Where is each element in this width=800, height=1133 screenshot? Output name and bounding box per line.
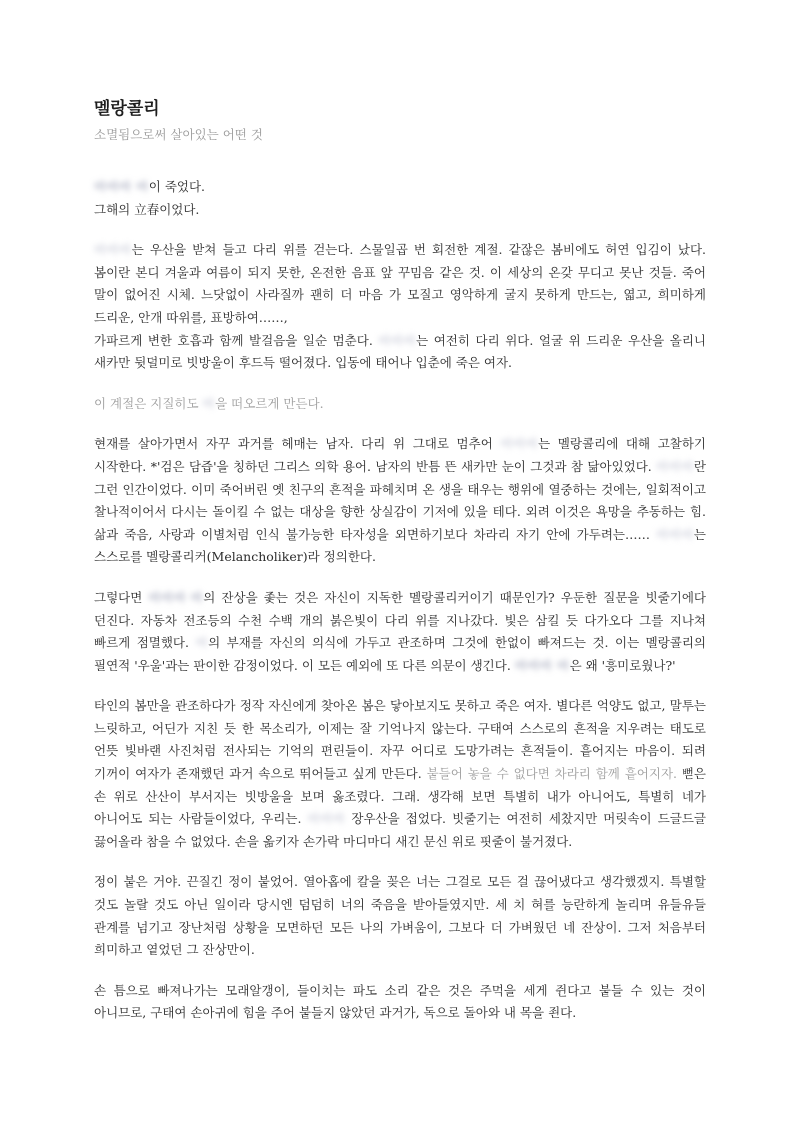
paragraph-2-text: 는 우산을 받쳐 들고 다리 위를 걷는다. 스물일곱 번 회전한 계절. 같잖은 봄비에도 허연 입김이 났다. 봄이란 본디 겨울과 여름이 되지 못한, 온전한 음표 앞 꾸밈음 같은 것. 이 세상의 온갖 무디고 못난 것들. 죽어 말이 없어진 시체. 느닷없이 사라질까 괜히 더 마음 가 모질고 영악하게 굴지 못하게 만드는, 엷고, 희미하게 드리운, 안개 따위를, 표방하여……,: [94, 242, 706, 325]
paragraph-2: [94, 239, 706, 375]
paragraph-7: 정이 붙은 거야. 끈질긴 정이 붙었어. 열아홉에 칼을 꽂은 너는 그걸로 모든 걸 끊어냈다고 생각했겠지. 특별할 것도 놀랄 것도 아닌 일이라 당시엔 덤덤히 너의 죽음을 받아들였지만. 세 치 혀를 능란하게 놀리며 유들유들 관계를 넘기고 장난처럼 상황을 모면하던 모든 나의 가벼움이, 그보다 더 가벼웠던 네 잔상이. 그저 처음부터 희미하고 옅었던 그 잔상만이.: [94, 874, 706, 958]
redacted-name: 바바바: [378, 332, 417, 348]
paragraph-1: [94, 176, 706, 221]
paragraph-6-text: 뻗은 손 위로 산산이 부서지는 빗방울을 보며 옳조렸다. 그래. 생각해 보면 특별히 내가 아니어도, 특별히 네가 아니어도 되는 사람들이었다, 우리는.: [94, 766, 706, 827]
paragraph-1-line-1: 이 죽었다.: [148, 179, 206, 194]
paragraph-3-text: 을 떠오르게 만든다.: [215, 395, 324, 411]
paragraph-5-text: 그렇다면: [94, 589, 149, 605]
paragraph-3-text: 이 계절은 지질히도: [94, 395, 203, 411]
document-body: [94, 176, 706, 1025]
paragraph-3: [94, 393, 706, 416]
paragraph-4-text: 는 스스로를 멜랑콜리커(Melancholiker)라 정의한다.: [94, 526, 706, 565]
redacted-name: 바: [195, 635, 209, 651]
paragraph-6: [94, 695, 706, 853]
redacted-name: 바바바: [500, 436, 539, 452]
paragraph-5-text: 의 부재를 자신의 의식에 가두고 관조하며 그것에 한없이 빠져드는 것. 이는 멜랑콜리의 필연적 '우울'과는 판이한 감정이었다. 이 모든 예외에 또 다른 의문이 생긴다.: [94, 635, 707, 673]
paragraph-6-text: 장우산을 접었다. 빗줄기는 여전히 세찼지만 머릿속이 드글드글 끓어올라 참을 수 없었다. 손을 옮키자 손가락 마디마디 새긴 문신 위로 핏줄이 불거졌다.: [94, 811, 706, 849]
redacted-name: 바바바: [307, 811, 346, 827]
document-subtitle: 소멸됨으로써 살아있는 어떤 것: [94, 127, 263, 142]
paragraph-5-text: 은 왜 '흥미로웠나?': [569, 657, 676, 673]
redacted-name: 바바바: [656, 458, 694, 474]
redacted-name: 바: [202, 395, 216, 411]
paragraph-4-text: 는 멜랑콜리에 대해 고찰하기 시작한다. *'검은 담즙'을 칭하던 그리스 의학 용어. 남자의 반틈 뜬 새카만 눈이 그것과 참 닮아있었다.: [94, 436, 707, 474]
redacted-name: 바바바 바: [514, 657, 570, 673]
redacted-name: 바바바: [656, 526, 694, 542]
paragraph-5-text: 의 잔상을 좇는 것은 자신이 지독한 멜랑콜리커이기 때문인가? 우둔한 질문을 빗줄기에다 던진다. 자동차 전조등의 수천 수백 개의 붉은빛이 다리 위를 지나갔다. 빛은 삼킬 듯 다가오다 그를 지나쳐 빠르게 점멸했다.: [94, 589, 706, 651]
redacted-name: 바바바 바: [148, 589, 204, 605]
paragraph-4-text: 현재를 살아가면서 자꾸 과거를 헤매는 남자. 다리 위 그대로 멈추어: [94, 436, 501, 452]
redacted-name: 바바바 바: [94, 179, 149, 194]
redacted-name: 바바바: [94, 242, 132, 258]
paragraph-5: [94, 587, 706, 677]
paragraph-8: 손 틈으로 빠져나가는 모래알갱이, 들이치는 파도 소리 같은 것은 주먹을 세게 쥔다고 붙들 수 있는 것이 아니므로, 구태여 손아귀에 힘을 주어 붙들지 않았던 과거가, 독으로 돌아와 내 목을 죈다.: [94, 982, 706, 1021]
paragraph-2-text: 가파르게 변한 호흡과 함께 발걸음을 일순 멈춘다.: [94, 332, 379, 348]
paragraph-2-text: 는 여전히 다리 위다. 얼굴 위 드리운 우산을 올리니 새카만 뒷덜미로 빗방울이 후드득 떨어졌다. 입동에 태어나 입춘에 죽은 여자.: [94, 332, 706, 371]
paragraph-6-text: 타인의 봄만을 관조하다가 정작 자신에게 찾아온 봄은 닿아보지도 못하고 죽은 여자. 별다른 억양도 없고, 말투는 느릿하고, 어딘가 지친 듯 한 목소리가, 이제는 잘 기억나지 않는다. 구태여 스스로의 흔적을 지우려는 태도로 언뜻 빛바랜 사진처럼 전사되는 기억의 편린들이. 자꾸 어디로 도망가려는 흔적들이. 흩어지는 마음이. 되려 기꺼이 여자가 존재했던 과거 속으로 뛰어들고 싶게 만든다.: [94, 698, 706, 782]
paragraph-4: [94, 433, 706, 569]
document-title: 멜랑콜리: [94, 99, 160, 119]
paragraph-6-gray-text: 붙들어 놓을 수 없다면 차라리 함께 흩어지자.: [426, 766, 677, 782]
paragraph-1-line-2: 그해의 立春이었다.: [94, 201, 200, 217]
paragraph-4-text: 란 그런 인간이었다. 이미 죽어버린 옛 친구의 흔적을 파헤치며 온 생을 태우는 행위에 열중하는 것에는, 일회적이고 찰나적이어서 다시는 돌이킬 수 없는 대상을 향한 상실감이 기저에 있을 테다. 외려 이것은 욕망을 추동하는 힘. 삶과 죽음, 사랑과 이별처럼 인식 불가능한 타자성을 외면하기보다 차라리 자기 안에 가두려는……: [94, 458, 706, 542]
